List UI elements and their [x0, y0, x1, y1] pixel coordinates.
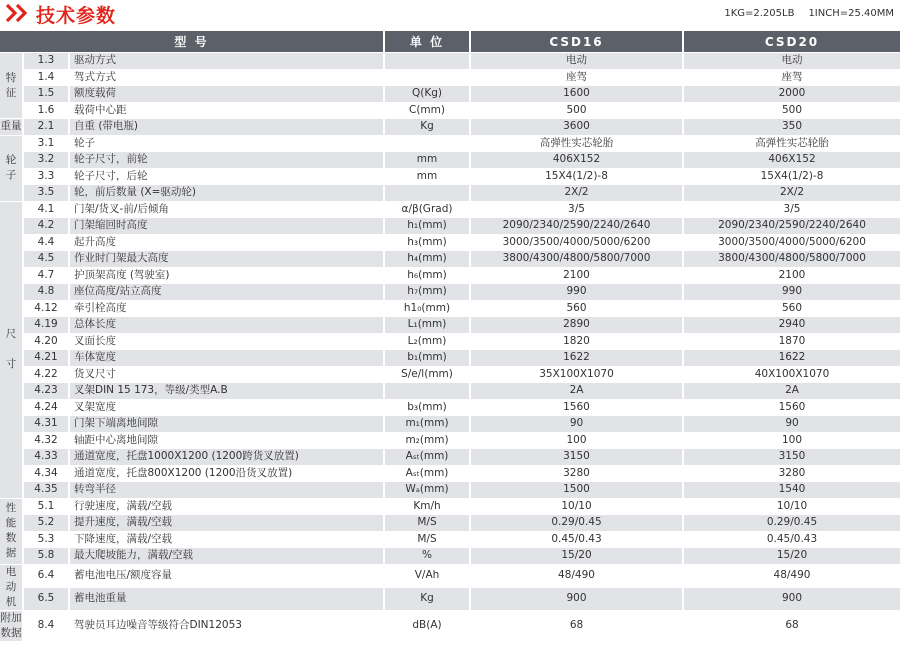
csd20-value: 2000	[684, 86, 900, 102]
group-label: 轮 子	[0, 136, 24, 201]
csd20-value: 990	[684, 284, 900, 300]
spec-unit: h₆(mm)	[385, 268, 471, 284]
spec-row	[0, 482, 900, 498]
csd16-value: 2A	[471, 383, 684, 399]
spec-unit	[385, 53, 471, 69]
group-label: 附加 数据	[0, 611, 24, 641]
spec-unit: L₁(mm)	[385, 317, 471, 333]
csd16-value: 1622	[471, 350, 684, 366]
spec-row	[0, 334, 900, 350]
spec-unit: b₃(mm)	[385, 400, 471, 416]
spec-name: 蓄电池重量	[70, 588, 385, 610]
spec-code: 4.23	[24, 383, 70, 399]
spec-row	[0, 235, 900, 251]
spec-unit: Kg	[385, 119, 471, 135]
spec-code: 4.34	[24, 466, 70, 482]
spec-code: 4.22	[24, 367, 70, 383]
spec-code: 4.12	[24, 301, 70, 317]
spec-name: 行驶速度，满载/空载	[70, 499, 385, 515]
spec-unit: α/β(Grad)	[385, 202, 471, 218]
csd16-value: 1600	[471, 86, 684, 102]
csd20-value: 900	[684, 588, 900, 610]
spec-unit: h₃(mm)	[385, 235, 471, 251]
spec-name: 蓄电池电压/额度容量	[70, 565, 385, 587]
spec-name: 护顶架高度 (驾驶室)	[70, 268, 385, 284]
spec-code: 6.5	[24, 588, 70, 610]
csd20-value: 48/490	[684, 565, 900, 587]
spec-unit: M/S	[385, 532, 471, 548]
spec-name: 门架下端离地间隙	[70, 416, 385, 432]
csd16-value: 2X/2	[471, 185, 684, 201]
csd16-value: 3600	[471, 119, 684, 135]
spec-unit: m₁(mm)	[385, 416, 471, 432]
spec-name: 转弯半径	[70, 482, 385, 498]
spec-row	[0, 400, 900, 416]
csd20-value: 2100	[684, 268, 900, 284]
spec-code: 4.24	[24, 400, 70, 416]
spec-code: 5.3	[24, 532, 70, 548]
spec-row	[0, 218, 900, 234]
csd16-value: 35X100X1070	[471, 367, 684, 383]
spec-row	[0, 532, 900, 548]
spec-code: 4.35	[24, 482, 70, 498]
csd16-value: 3800/4300/4800/5800/7000	[471, 251, 684, 267]
csd16-value: 3150	[471, 449, 684, 465]
spec-name: 轮，前后数量 (X=驱动轮)	[70, 185, 385, 201]
csd16-value: 68	[471, 611, 684, 641]
spec-name: 车体宽度	[70, 350, 385, 366]
csd20-value: 3/5	[684, 202, 900, 218]
spec-name: 轴距中心离地间隙	[70, 433, 385, 449]
csd16-value: 2890	[471, 317, 684, 333]
spec-unit	[385, 383, 471, 399]
spec-name: 门架缩回时高度	[70, 218, 385, 234]
spec-name: 总体长度	[70, 317, 385, 333]
page-title: 技术参数	[36, 5, 117, 27]
csd20-value: 1560	[684, 400, 900, 416]
csd16-value: 2090/2340/2590/2240/2640	[471, 218, 684, 234]
spec-name: 座位高度/站立高度	[70, 284, 385, 300]
csd16-value: 3000/3500/4000/5000/6200	[471, 235, 684, 251]
spec-name: 门架/货叉-前/后倾角	[70, 202, 385, 218]
spec-name: 驾式方式	[70, 70, 385, 86]
spec-name: 轮子尺寸，后轮	[70, 169, 385, 185]
csd20-value: 3800/4300/4800/5800/7000	[684, 251, 900, 267]
spec-name: 轮子	[70, 136, 385, 152]
spec-row	[0, 301, 900, 317]
spec-code: 3.3	[24, 169, 70, 185]
spec-row	[0, 136, 900, 152]
csd20-value: 1540	[684, 482, 900, 498]
length-conversion: 1INCH=25.40MM	[808, 8, 894, 19]
spec-code: 8.4	[24, 611, 70, 641]
spec-row	[0, 350, 900, 366]
group-label: 性 能 数 据	[0, 499, 24, 564]
spec-unit: h1₀(mm)	[385, 301, 471, 317]
csd16-value: 100	[471, 433, 684, 449]
spec-unit	[385, 70, 471, 86]
spec-code: 4.19	[24, 317, 70, 333]
csd20-value: 68	[684, 611, 900, 641]
spec-row	[0, 119, 900, 135]
spec-code: 4.8	[24, 284, 70, 300]
header-model: 型 号	[0, 31, 385, 52]
spec-name: 通道宽度，托盘1000X1200 (1200跨货叉放置)	[70, 449, 385, 465]
spec-row	[0, 185, 900, 201]
spec-name: 通道宽度，托盘800X1200 (1200沿货叉放置)	[70, 466, 385, 482]
spec-code: 4.2	[24, 218, 70, 234]
csd20-value: 2X/2	[684, 185, 900, 201]
spec-name: 货叉尺寸	[70, 367, 385, 383]
spec-code: 4.4	[24, 235, 70, 251]
group-label: 特 征	[0, 53, 24, 118]
spec-unit	[385, 136, 471, 152]
spec-unit: Wₐ(mm)	[385, 482, 471, 498]
spec-unit: Kg	[385, 588, 471, 610]
group-label: 重量	[0, 119, 24, 135]
csd16-value: 3280	[471, 466, 684, 482]
spec-name: 叉面长度	[70, 334, 385, 350]
csd20-value: 2940	[684, 317, 900, 333]
csd20-value: 座驾	[684, 70, 900, 86]
spec-unit: M/S	[385, 515, 471, 531]
spec-code: 1.4	[24, 70, 70, 86]
csd20-value: 3280	[684, 466, 900, 482]
spec-row	[0, 499, 900, 515]
spec-code: 2.1	[24, 119, 70, 135]
spec-name: 载荷中心距	[70, 103, 385, 119]
csd16-value: 90	[471, 416, 684, 432]
csd16-value: 0.45/0.43	[471, 532, 684, 548]
spec-row	[0, 611, 900, 641]
csd20-value: 15X4(1/2)-8	[684, 169, 900, 185]
csd20-value: 2090/2340/2590/2240/2640	[684, 218, 900, 234]
spec-unit: mm	[385, 152, 471, 168]
spec-row	[0, 565, 900, 587]
spec-code: 4.31	[24, 416, 70, 432]
table-header-row	[0, 31, 900, 52]
title-bar	[4, 0, 896, 28]
csd20-value: 15/20	[684, 548, 900, 564]
csd16-value: 500	[471, 103, 684, 119]
spec-row	[0, 449, 900, 465]
header-csd16: CSD16	[471, 31, 684, 52]
spec-code: 1.5	[24, 86, 70, 102]
csd16-value: 2100	[471, 268, 684, 284]
spec-code: 5.8	[24, 548, 70, 564]
spec-row	[0, 169, 900, 185]
csd20-value: 406X152	[684, 152, 900, 168]
spec-row	[0, 103, 900, 119]
spec-row	[0, 284, 900, 300]
spec-name: 驱动方式	[70, 53, 385, 69]
spec-unit: dB(A)	[385, 611, 471, 641]
csd16-value: 406X152	[471, 152, 684, 168]
csd20-value: 40X100X1070	[684, 367, 900, 383]
spec-unit: h₇(mm)	[385, 284, 471, 300]
spec-code: 1.3	[24, 53, 70, 69]
spec-row	[0, 367, 900, 383]
csd20-value: 350	[684, 119, 900, 135]
spec-name: 额度载荷	[70, 86, 385, 102]
double-chevron-right-icon	[4, 2, 34, 24]
spec-row	[0, 53, 900, 69]
spec-name: 作业时门架最大高度	[70, 251, 385, 267]
csd16-value: 900	[471, 588, 684, 610]
spec-row	[0, 251, 900, 267]
spec-row	[0, 202, 900, 218]
spec-unit: Aₛₜ(mm)	[385, 466, 471, 482]
spec-name: 起升高度	[70, 235, 385, 251]
csd20-value: 2A	[684, 383, 900, 399]
csd16-value: 电动	[471, 53, 684, 69]
spec-code: 3.1	[24, 136, 70, 152]
spec-row	[0, 86, 900, 102]
spec-code: 6.4	[24, 565, 70, 587]
header-unit: 单 位	[385, 31, 471, 52]
csd16-value: 座驾	[471, 70, 684, 86]
spec-code: 1.6	[24, 103, 70, 119]
spec-table	[0, 30, 900, 642]
spec-row	[0, 515, 900, 531]
spec-code: 5.2	[24, 515, 70, 531]
spec-unit: V/Ah	[385, 565, 471, 587]
csd20-value: 560	[684, 301, 900, 317]
spec-row	[0, 548, 900, 564]
spec-row	[0, 433, 900, 449]
spec-row	[0, 588, 900, 610]
spec-unit: h₁(mm)	[385, 218, 471, 234]
spec-row	[0, 268, 900, 284]
spec-name: 牵引栓高度	[70, 301, 385, 317]
spec-code: 4.32	[24, 433, 70, 449]
csd16-value: 990	[471, 284, 684, 300]
spec-name: 下降速度，满载/空载	[70, 532, 385, 548]
csd20-value: 电动	[684, 53, 900, 69]
spec-name: 叉架宽度	[70, 400, 385, 416]
header-csd20: CSD20	[684, 31, 900, 52]
spec-code: 4.21	[24, 350, 70, 366]
spec-name: 自重 (带电瓶)	[70, 119, 385, 135]
csd16-value: 560	[471, 301, 684, 317]
spec-row	[0, 383, 900, 399]
spec-name: 提升速度，满载/空载	[70, 515, 385, 531]
spec-code: 4.1	[24, 202, 70, 218]
csd20-value: 高弹性实芯轮胎	[684, 136, 900, 152]
csd20-value: 1870	[684, 334, 900, 350]
spec-code: 4.33	[24, 449, 70, 465]
spec-unit: %	[385, 548, 471, 564]
spec-unit: S/e/l(mm)	[385, 367, 471, 383]
csd20-value: 1622	[684, 350, 900, 366]
csd20-value: 0.45/0.43	[684, 532, 900, 548]
spec-code: 3.2	[24, 152, 70, 168]
spec-unit: mm	[385, 169, 471, 185]
spec-name: 叉架DIN 15 173，等级/类型A.B	[70, 383, 385, 399]
spec-row	[0, 152, 900, 168]
spec-unit: h₄(mm)	[385, 251, 471, 267]
csd20-value: 500	[684, 103, 900, 119]
unit-conversion-note	[724, 8, 894, 19]
csd16-value: 10/10	[471, 499, 684, 515]
csd20-value: 3150	[684, 449, 900, 465]
spec-unit: Aₛₜ(mm)	[385, 449, 471, 465]
csd16-value: 15X4(1/2)-8	[471, 169, 684, 185]
spec-name: 最大爬坡能力，满载/空载	[70, 548, 385, 564]
spec-code: 4.7	[24, 268, 70, 284]
spec-row	[0, 416, 900, 432]
csd20-value: 10/10	[684, 499, 900, 515]
csd16-value: 高弹性实芯轮胎	[471, 136, 684, 152]
csd20-value: 0.29/0.45	[684, 515, 900, 531]
csd16-value: 48/490	[471, 565, 684, 587]
csd16-value: 1500	[471, 482, 684, 498]
group-label: 电 动 机	[0, 565, 24, 610]
spec-table-body	[0, 53, 900, 641]
csd16-value: 1560	[471, 400, 684, 416]
csd16-value: 3/5	[471, 202, 684, 218]
spec-unit	[385, 185, 471, 201]
csd20-value: 3000/3500/4000/5000/6200	[684, 235, 900, 251]
spec-unit: Q(Kg)	[385, 86, 471, 102]
csd16-value: 1820	[471, 334, 684, 350]
spec-unit: b₁(mm)	[385, 350, 471, 366]
spec-code: 5.1	[24, 499, 70, 515]
csd16-value: 0.29/0.45	[471, 515, 684, 531]
spec-code: 4.5	[24, 251, 70, 267]
spec-code: 3.5	[24, 185, 70, 201]
spec-unit: Km/h	[385, 499, 471, 515]
csd20-value: 90	[684, 416, 900, 432]
spec-unit: m₂(mm)	[385, 433, 471, 449]
spec-row	[0, 466, 900, 482]
spec-row	[0, 317, 900, 333]
csd20-value: 100	[684, 433, 900, 449]
spec-unit: L₂(mm)	[385, 334, 471, 350]
spec-code: 4.20	[24, 334, 70, 350]
spec-row	[0, 70, 900, 86]
spec-unit: C(mm)	[385, 103, 471, 119]
group-label: 尺 寸	[0, 202, 24, 498]
spec-name: 轮子尺寸，前轮	[70, 152, 385, 168]
spec-name: 驾驶员耳边噪音等级符合DIN12053	[70, 611, 385, 641]
csd16-value: 15/20	[471, 548, 684, 564]
weight-conversion: 1KG=2.205LB	[724, 8, 795, 19]
